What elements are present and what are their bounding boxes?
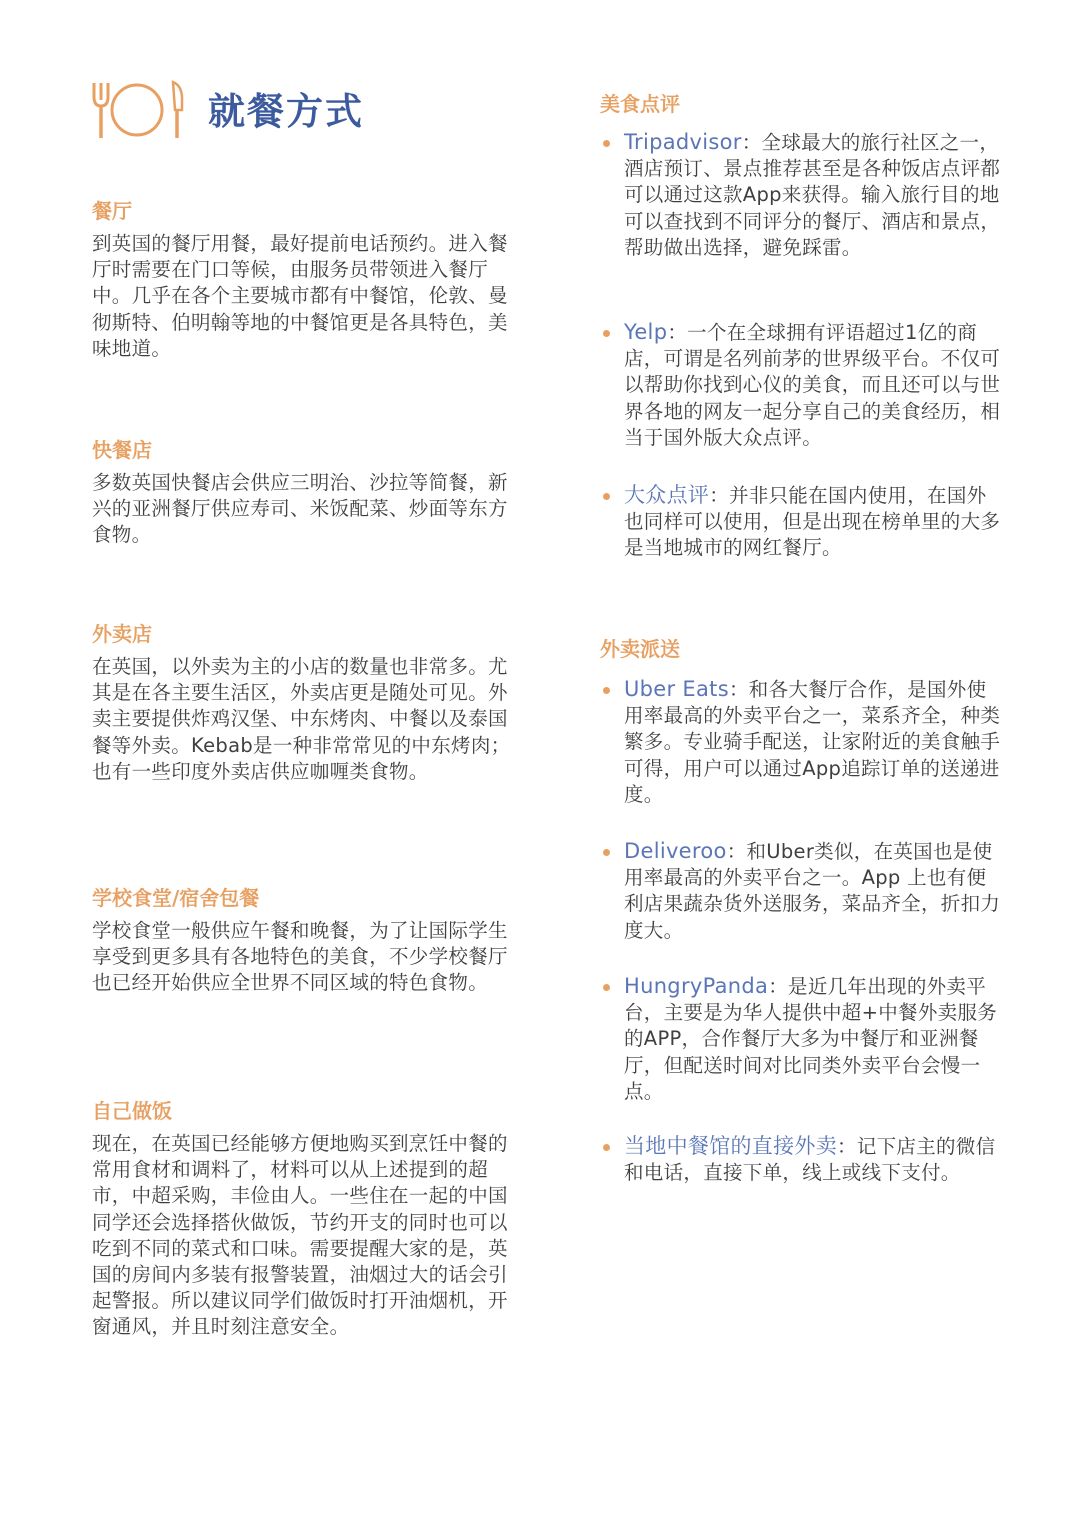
list-item-deliveroo — [600, 838, 1005, 944]
section-body: 多数英国快餐店会供应三明治、沙拉等简餐，新兴的亚洲餐厅供应寿司、米饭配菜、炒面等东方食物。 — [92, 471, 508, 547]
page-title: 就餐方式 — [208, 90, 364, 133]
bullet-icon — [603, 687, 610, 694]
item-text: 记下店主的微信和电话，直接下单，线上或线下支付。 — [624, 1135, 996, 1185]
app-name: Tripadvisor — [624, 130, 742, 154]
item-text: 一个在全球拥有评语超过1亿的商店，可谓是名列前茅的世界级平台。不仅可以帮助你找到心仪的美食，而且还可以与世界各地的网友一起分享自己的美食经历，相当于国外版大众点评。 — [624, 321, 1001, 449]
section-body: 学校食堂一般供应午餐和晚餐，为了让国际学生享受到更多具有各地特色的美食，不少学校餐厅也已经开始供应全世界不同区域的特色食物。 — [92, 919, 508, 995]
app-name: Deliveroo — [624, 839, 727, 863]
section-school-canteen — [92, 884, 512, 997]
list-item-uber-eats — [600, 676, 1005, 808]
app-name: Uber Eats — [624, 677, 729, 701]
app-name: 当地中餐馆的直接外卖 — [624, 1134, 837, 1158]
list-item-dianping — [600, 482, 1005, 562]
section-body: 现在，在英国已经能够方便地购买到烹饪中餐的常用食材和调料了，材料可以从上述提到的超市，中超采购，丰俭由人。一些住在一起的中国同学还会选择搭伙做饭，节约开支的同时也可以吃到不同的菜式和口味。需要提醒大家的是，英国的房间内多装有报警装置，油烟过大的话会引起警报。所以建议同学们做饭时打开油烟机，开窗通风，并且时刻注意安全。 — [92, 1132, 508, 1339]
colon: ： — [726, 840, 747, 863]
colon: ： — [741, 131, 762, 154]
item-text: 和各大餐厅合作，是国外使用率最高的外卖平台之一，菜系齐全，种类繁多。专业骑手配送，让家附近的美食触手可得，用户可以通过App追踪订单的送递进度。 — [624, 678, 1001, 806]
colon: ： — [768, 975, 789, 998]
list-item-yelp — [600, 319, 1005, 451]
section-self-cooking — [92, 1097, 512, 1341]
bullet-icon — [603, 1144, 610, 1151]
section-heading: 餐厅 — [92, 199, 132, 223]
bullet-icon — [603, 330, 610, 337]
dining-cutlery-plate-icon — [90, 80, 186, 140]
section-body: 在英国，以外卖为主的小店的数量也非常多。尤其是在各主要生活区，外卖店更是随处可见。外卖主要提供炸鸡汉堡、中东烤肉、中餐以及泰国餐等外卖。Kebab是一种非常常见的中东烤肉；也有一些印度外卖店供应咖喱类食物。 — [92, 655, 511, 783]
item-text: 是近几年出现的外卖平台，主要是为华人提供中超+中餐外卖服务的APP，合作餐厅大多为中餐厅和亚洲餐厅，但配送时间对比同类外卖平台会慢一点。 — [624, 975, 998, 1103]
section-fast-food — [92, 436, 512, 549]
colon: ： — [837, 1135, 857, 1158]
colon: ： — [667, 321, 688, 344]
colon: ： — [709, 484, 730, 507]
section-heading: 外卖店 — [92, 622, 152, 646]
section-heading: 学校食堂/宿舍包餐 — [92, 886, 260, 910]
section-heading: 快餐店 — [92, 438, 152, 462]
item-text: 和Uber类似，在英国也是使用率最高的外卖平台之一。App 上也有便利店果蔬杂货外送服务，菜品齐全，折扣力度大。 — [624, 840, 1001, 942]
bullet-icon — [603, 984, 610, 991]
list-item-tripadvisor — [600, 129, 1005, 261]
list-item-local-chinese-takeaway — [600, 1133, 1005, 1186]
section-heading: 自己做饭 — [92, 1099, 172, 1123]
reviews-heading: 美食点评 — [600, 92, 680, 116]
bullet-icon — [603, 140, 610, 147]
section-restaurant — [92, 197, 512, 362]
section-takeaway — [92, 620, 512, 785]
app-name: HungryPanda — [624, 974, 769, 998]
section-body: 到英国的餐厅用餐，最好提前电话预约。进入餐厅时需要在门口等候，由服务员带领进入餐厅中。几乎在各个主要城市都有中餐馆，伦敦、曼彻斯特、伯明翰等地的中餐馆更是各具特色，美味地道。 — [92, 232, 508, 360]
item-text: 并非只能在国内使用，在国外也同样可以使用，但是出现在榜单里的大多是当地城市的网红餐厅。 — [624, 484, 1001, 560]
colon: ： — [728, 678, 749, 701]
list-item-hungrypanda — [600, 973, 1005, 1105]
delivery-heading: 外卖派送 — [600, 637, 680, 661]
app-name: Yelp — [624, 320, 668, 344]
item-text: 全球最大的旅行社区之一，酒店预订、景点推荐甚至是各种饭店点评都可以通过这款App来获得。输入旅行目的地可以查找到不同评分的餐厅、酒店和景点，帮助做出选择，避免踩雷。 — [624, 131, 1001, 259]
app-name: 大众点评 — [624, 483, 710, 507]
bullet-icon — [603, 849, 610, 856]
bullet-icon — [603, 493, 610, 500]
